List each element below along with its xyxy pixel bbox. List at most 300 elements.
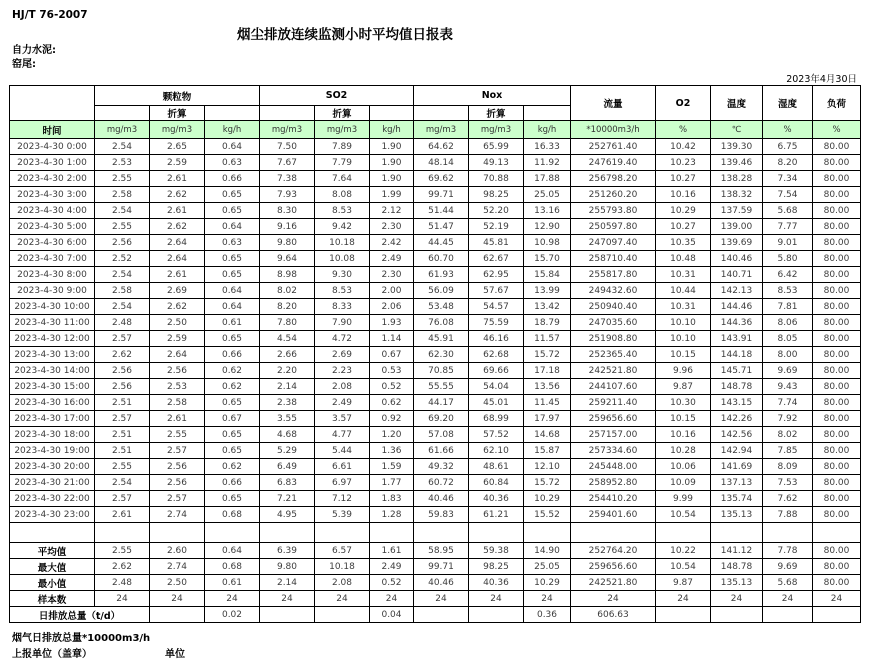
value-cell: 2.56 (150, 459, 205, 475)
table-row (10, 283, 861, 299)
value-cell: 138.32 (711, 187, 763, 203)
summary-row (10, 575, 861, 591)
summary-value-cell: 24 (95, 591, 150, 607)
summary-value-cell (656, 607, 711, 623)
value-cell: 7.81 (763, 299, 813, 315)
table-row (10, 395, 861, 411)
value-cell: 7.62 (763, 491, 813, 507)
value-cell: 2.54 (95, 267, 150, 283)
value-cell: 55.55 (414, 379, 469, 395)
value-cell: 44.17 (414, 395, 469, 411)
daily-gas-total-note: 烟气日排放总量*10000m3/h (12, 633, 151, 644)
value-cell: 9.30 (315, 267, 370, 283)
value-cell: 250940.40 (571, 299, 656, 315)
value-cell: 4.54 (260, 331, 315, 347)
value-cell: 137.59 (711, 203, 763, 219)
header-o2: O2 (656, 86, 711, 121)
value-cell: 0.65 (205, 427, 260, 443)
time-cell: 2023-4-30 8:00 (10, 267, 95, 283)
value-cell: 259401.60 (571, 507, 656, 523)
value-cell: 10.16 (656, 187, 711, 203)
value-cell: 2.62 (95, 347, 150, 363)
time-cell: 2023-4-30 9:00 (10, 283, 95, 299)
value-cell: 0.67 (370, 347, 414, 363)
summary-value-cell (763, 607, 813, 623)
value-cell: 139.69 (711, 235, 763, 251)
summary-row (10, 543, 861, 559)
time-cell: 2023-4-30 6:00 (10, 235, 95, 251)
summary-value-cell: 6.57 (315, 543, 370, 559)
value-cell: 80.00 (813, 315, 861, 331)
value-cell: 1.14 (370, 331, 414, 347)
value-cell: 4.77 (315, 427, 370, 443)
value-cell: 75.59 (469, 315, 524, 331)
summary-value-cell: 9.80 (260, 559, 315, 575)
summary-value-cell: 259656.60 (571, 559, 656, 575)
value-cell: 15.72 (524, 475, 571, 491)
value-cell: 2.49 (315, 395, 370, 411)
table-row (10, 155, 861, 171)
value-cell: 49.13 (469, 155, 524, 171)
time-cell: 2023-4-30 2:00 (10, 171, 95, 187)
value-cell: 7.12 (315, 491, 370, 507)
value-cell: 9.42 (315, 219, 370, 235)
value-cell: 2.66 (260, 347, 315, 363)
value-cell: 259211.40 (571, 395, 656, 411)
value-cell: 80.00 (813, 507, 861, 523)
value-cell: 54.04 (469, 379, 524, 395)
value-cell: 1.28 (370, 507, 414, 523)
value-cell: 2.51 (95, 427, 150, 443)
summary-value-cell: 24 (205, 591, 260, 607)
value-cell: 13.42 (524, 299, 571, 315)
value-cell: 80.00 (813, 155, 861, 171)
value-cell: 140.46 (711, 251, 763, 267)
value-cell: 40.36 (469, 491, 524, 507)
value-cell: 80.00 (813, 427, 861, 443)
value-cell: 0.63 (205, 235, 260, 251)
value-cell: 4.95 (260, 507, 315, 523)
value-cell: 0.64 (205, 219, 260, 235)
time-cell: 2023-4-30 18:00 (10, 427, 95, 443)
summary-value-cell: 148.78 (711, 559, 763, 575)
time-cell: 2023-4-30 5:00 (10, 219, 95, 235)
time-cell: 2023-4-30 11:00 (10, 315, 95, 331)
value-cell: 255817.80 (571, 267, 656, 283)
value-cell: 46.16 (469, 331, 524, 347)
value-cell: 62.95 (469, 267, 524, 283)
value-cell: 7.85 (763, 443, 813, 459)
table-row (10, 171, 861, 187)
value-cell: 57.67 (469, 283, 524, 299)
table-row (10, 219, 861, 235)
table-row (10, 347, 861, 363)
value-cell: 2.49 (370, 251, 414, 267)
summary-value-cell: 24 (763, 591, 813, 607)
summary-value-cell: 40.36 (469, 575, 524, 591)
table-row (10, 235, 861, 251)
value-cell: 139.46 (711, 155, 763, 171)
table-row (10, 251, 861, 267)
value-cell: 9.96 (656, 363, 711, 379)
value-cell: 2.62 (150, 219, 205, 235)
unit-cell: kg/h (205, 121, 260, 139)
unit-cell: *10000m3/h (571, 121, 656, 139)
time-cell: 2023-4-30 21:00 (10, 475, 95, 491)
value-cell: 8.02 (763, 427, 813, 443)
value-cell: 7.77 (763, 219, 813, 235)
summary-label-cell: 最大值 (10, 559, 95, 575)
summary-value-cell: 24 (571, 591, 656, 607)
time-cell: 2023-4-30 16:00 (10, 395, 95, 411)
blank-cell (414, 106, 469, 121)
time-cell: 2023-4-30 20:00 (10, 459, 95, 475)
unit-cell: mg/m3 (95, 121, 150, 139)
summary-value-cell: 2.49 (370, 559, 414, 575)
value-cell: 2.58 (95, 187, 150, 203)
value-cell: 6.49 (260, 459, 315, 475)
table-row (10, 443, 861, 459)
value-cell: 1.83 (370, 491, 414, 507)
value-cell: 10.28 (656, 443, 711, 459)
value-cell: 80.00 (813, 363, 861, 379)
value-cell: 1.99 (370, 187, 414, 203)
report-date: 2023年4月30日 (786, 74, 857, 85)
value-cell: 2.57 (95, 411, 150, 427)
summary-value-cell: 24 (260, 591, 315, 607)
unit-cell: mg/m3 (150, 121, 205, 139)
value-cell: 69.62 (414, 171, 469, 187)
value-cell: 2.00 (370, 283, 414, 299)
value-cell: 0.65 (205, 331, 260, 347)
table-row (10, 139, 861, 155)
value-cell: 0.53 (370, 363, 414, 379)
unit-cell: % (656, 121, 711, 139)
time-cell: 2023-4-30 0:00 (10, 139, 95, 155)
summary-value-cell: 9.69 (763, 559, 813, 575)
value-cell: 141.69 (711, 459, 763, 475)
value-cell: 2.53 (150, 379, 205, 395)
value-cell: 0.63 (205, 155, 260, 171)
value-cell: 8.30 (260, 203, 315, 219)
table-row (10, 299, 861, 315)
time-cell: 2023-4-30 13:00 (10, 347, 95, 363)
value-cell: 48.14 (414, 155, 469, 171)
value-cell: 2.54 (95, 475, 150, 491)
value-cell: 57.08 (414, 427, 469, 443)
value-cell: 40.46 (414, 491, 469, 507)
unit-cell: kg/h (524, 121, 571, 139)
value-cell: 251908.80 (571, 331, 656, 347)
value-cell: 1.36 (370, 443, 414, 459)
value-cell: 2.54 (95, 139, 150, 155)
value-cell: 59.83 (414, 507, 469, 523)
summary-value-cell: 14.90 (524, 543, 571, 559)
value-cell: 7.90 (315, 315, 370, 331)
value-cell: 256798.20 (571, 171, 656, 187)
value-cell: 62.68 (469, 347, 524, 363)
table-row (10, 315, 861, 331)
summary-value-cell: 24 (469, 591, 524, 607)
value-cell: 10.15 (656, 411, 711, 427)
value-cell: 80.00 (813, 331, 861, 347)
value-cell: 10.48 (656, 251, 711, 267)
value-cell: 10.15 (656, 347, 711, 363)
value-cell: 0.52 (370, 379, 414, 395)
table-row (10, 459, 861, 475)
table-row (10, 411, 861, 427)
value-cell: 69.66 (469, 363, 524, 379)
value-cell: 62.67 (469, 251, 524, 267)
value-cell: 12.10 (524, 459, 571, 475)
value-cell: 60.84 (469, 475, 524, 491)
value-cell: 8.53 (315, 283, 370, 299)
summary-value-cell (813, 607, 861, 623)
value-cell: 0.65 (205, 443, 260, 459)
value-cell: 247619.40 (571, 155, 656, 171)
value-cell: 48.61 (469, 459, 524, 475)
value-cell: 13.56 (524, 379, 571, 395)
summary-value-cell: 0.52 (370, 575, 414, 591)
value-cell: 2.57 (150, 443, 205, 459)
time-cell: 2023-4-30 23:00 (10, 507, 95, 523)
header-load: 负荷 (813, 86, 861, 121)
value-cell: 0.67 (205, 411, 260, 427)
blank-cell (370, 106, 414, 121)
value-cell: 60.70 (414, 251, 469, 267)
reporting-unit-label: 上报单位（盖章） (12, 649, 92, 660)
blank-cell (95, 106, 150, 121)
summary-row (10, 559, 861, 575)
summary-value-cell: 9.87 (656, 575, 711, 591)
value-cell: 11.45 (524, 395, 571, 411)
value-cell: 5.29 (260, 443, 315, 459)
value-cell: 2.64 (150, 251, 205, 267)
value-cell: 17.97 (524, 411, 571, 427)
table-row (10, 203, 861, 219)
value-cell: 8.98 (260, 267, 315, 283)
value-cell: 4.72 (315, 331, 370, 347)
value-cell: 9.16 (260, 219, 315, 235)
summary-value-cell: 24 (370, 591, 414, 607)
value-cell: 6.97 (315, 475, 370, 491)
value-cell: 139.30 (711, 139, 763, 155)
value-cell: 242521.80 (571, 363, 656, 379)
value-cell: 8.20 (260, 299, 315, 315)
value-cell: 249432.60 (571, 283, 656, 299)
value-cell: 80.00 (813, 235, 861, 251)
units-row (10, 121, 861, 139)
value-cell: 5.44 (315, 443, 370, 459)
value-cell: 258952.80 (571, 475, 656, 491)
value-cell: 80.00 (813, 283, 861, 299)
value-cell: 8.53 (315, 203, 370, 219)
summary-value-cell: 80.00 (813, 559, 861, 575)
value-cell: 2.59 (150, 155, 205, 171)
value-cell: 7.38 (260, 171, 315, 187)
value-cell: 68.99 (469, 411, 524, 427)
value-cell: 2.58 (150, 395, 205, 411)
summary-value-cell: 24 (414, 591, 469, 607)
value-cell: 7.54 (763, 187, 813, 203)
value-cell: 252761.40 (571, 139, 656, 155)
time-cell: 2023-4-30 22:00 (10, 491, 95, 507)
value-cell: 49.32 (414, 459, 469, 475)
blank-cell (205, 106, 260, 121)
value-cell: 2.30 (370, 219, 414, 235)
value-cell: 135.13 (711, 507, 763, 523)
summary-label-cell: 平均值 (10, 543, 95, 559)
value-cell: 10.18 (315, 235, 370, 251)
group-header-so2: SO2 (260, 86, 414, 106)
value-cell: 10.29 (524, 491, 571, 507)
value-cell: 53.48 (414, 299, 469, 315)
value-cell: 2.65 (150, 139, 205, 155)
value-cell: 145.71 (711, 363, 763, 379)
table-row (10, 475, 861, 491)
value-cell: 7.21 (260, 491, 315, 507)
blank-cell (260, 106, 315, 121)
value-cell: 3.55 (260, 411, 315, 427)
summary-value-cell: 0.36 (524, 607, 571, 623)
value-cell: 8.00 (763, 347, 813, 363)
value-cell: 245448.00 (571, 459, 656, 475)
value-cell: 144.46 (711, 299, 763, 315)
value-cell: 9.64 (260, 251, 315, 267)
value-cell: 14.68 (524, 427, 571, 443)
value-cell: 10.09 (656, 475, 711, 491)
value-cell: 17.88 (524, 171, 571, 187)
table-row (10, 491, 861, 507)
value-cell: 2.56 (150, 475, 205, 491)
summary-value-cell: 80.00 (813, 575, 861, 591)
blank-corner-cell (10, 86, 95, 121)
converted-header-pm: 折算 (150, 106, 205, 121)
value-cell: 10.44 (656, 283, 711, 299)
value-cell: 45.01 (469, 395, 524, 411)
value-cell: 7.74 (763, 395, 813, 411)
value-cell: 98.25 (469, 187, 524, 203)
report-table (9, 85, 861, 623)
unit-cell: mg/m3 (260, 121, 315, 139)
summary-label-cell: 最小值 (10, 575, 95, 591)
value-cell: 80.00 (813, 347, 861, 363)
group-header-nox: Nox (414, 86, 571, 106)
value-cell: 7.34 (763, 171, 813, 187)
summary-value-cell: 40.46 (414, 575, 469, 591)
value-cell: 8.06 (763, 315, 813, 331)
value-cell: 148.78 (711, 379, 763, 395)
value-cell: 2.54 (95, 299, 150, 315)
value-cell: 2.69 (315, 347, 370, 363)
value-cell: 143.15 (711, 395, 763, 411)
summary-value-cell: 2.48 (95, 575, 150, 591)
summary-value-cell: 252764.20 (571, 543, 656, 559)
time-cell: 2023-4-30 14:00 (10, 363, 95, 379)
value-cell: 2.56 (150, 363, 205, 379)
value-cell: 80.00 (813, 475, 861, 491)
value-cell: 2.58 (95, 283, 150, 299)
summary-value-cell: 24 (656, 591, 711, 607)
value-cell: 7.50 (260, 139, 315, 155)
value-cell: 0.62 (205, 459, 260, 475)
value-cell: 8.02 (260, 283, 315, 299)
value-cell: 7.92 (763, 411, 813, 427)
header-row-groups (10, 86, 861, 106)
value-cell: 11.92 (524, 155, 571, 171)
value-cell: 251260.20 (571, 187, 656, 203)
table-row (10, 267, 861, 283)
value-cell: 61.66 (414, 443, 469, 459)
table-row (10, 507, 861, 523)
summary-value-cell: 24 (813, 591, 861, 607)
value-cell: 7.64 (315, 171, 370, 187)
value-cell: 2.38 (260, 395, 315, 411)
value-cell: 56.09 (414, 283, 469, 299)
unit-cell: mg/m3 (414, 121, 469, 139)
time-cell: 2023-4-30 12:00 (10, 331, 95, 347)
value-cell: 10.10 (656, 331, 711, 347)
value-cell: 80.00 (813, 171, 861, 187)
table-row (10, 427, 861, 443)
summary-value-cell: 25.05 (524, 559, 571, 575)
unit-cell: mg/m3 (469, 121, 524, 139)
header-humidity: 湿度 (763, 86, 813, 121)
value-cell: 80.00 (813, 491, 861, 507)
summary-value-cell: 2.50 (150, 575, 205, 591)
value-cell: 2.54 (95, 203, 150, 219)
summary-value-cell: 99.71 (414, 559, 469, 575)
value-cell: 61.21 (469, 507, 524, 523)
time-cell: 2023-4-30 7:00 (10, 251, 95, 267)
summary-value-cell: 1.61 (370, 543, 414, 559)
value-cell: 60.72 (414, 475, 469, 491)
value-cell: 25.05 (524, 187, 571, 203)
value-cell: 1.20 (370, 427, 414, 443)
summary-value-cell: 2.60 (150, 543, 205, 559)
value-cell: 80.00 (813, 139, 861, 155)
summary-value-cell: 98.25 (469, 559, 524, 575)
value-cell: 76.08 (414, 315, 469, 331)
value-cell: 2.59 (150, 331, 205, 347)
site-label: 窑尾: (12, 59, 36, 70)
value-cell: 2.61 (150, 203, 205, 219)
summary-value-cell: 2.62 (95, 559, 150, 575)
summary-value-cell: 6.39 (260, 543, 315, 559)
value-cell: 7.67 (260, 155, 315, 171)
value-cell: 51.44 (414, 203, 469, 219)
value-cell: 9.87 (656, 379, 711, 395)
value-cell: 8.05 (763, 331, 813, 347)
value-cell: 99.71 (414, 187, 469, 203)
summary-rows (10, 543, 861, 623)
value-cell: 0.65 (205, 395, 260, 411)
value-cell: 2.55 (95, 219, 150, 235)
value-cell: 2.57 (95, 491, 150, 507)
value-cell: 10.10 (656, 315, 711, 331)
value-cell: 0.65 (205, 203, 260, 219)
value-cell: 7.79 (315, 155, 370, 171)
value-cell: 80.00 (813, 379, 861, 395)
value-cell: 80.00 (813, 459, 861, 475)
summary-value-cell: 2.74 (150, 559, 205, 575)
summary-value-cell: 10.22 (656, 543, 711, 559)
value-cell: 10.06 (656, 459, 711, 475)
value-cell: 6.61 (315, 459, 370, 475)
value-cell: 0.64 (205, 139, 260, 155)
value-cell: 244107.60 (571, 379, 656, 395)
value-cell: 57.52 (469, 427, 524, 443)
